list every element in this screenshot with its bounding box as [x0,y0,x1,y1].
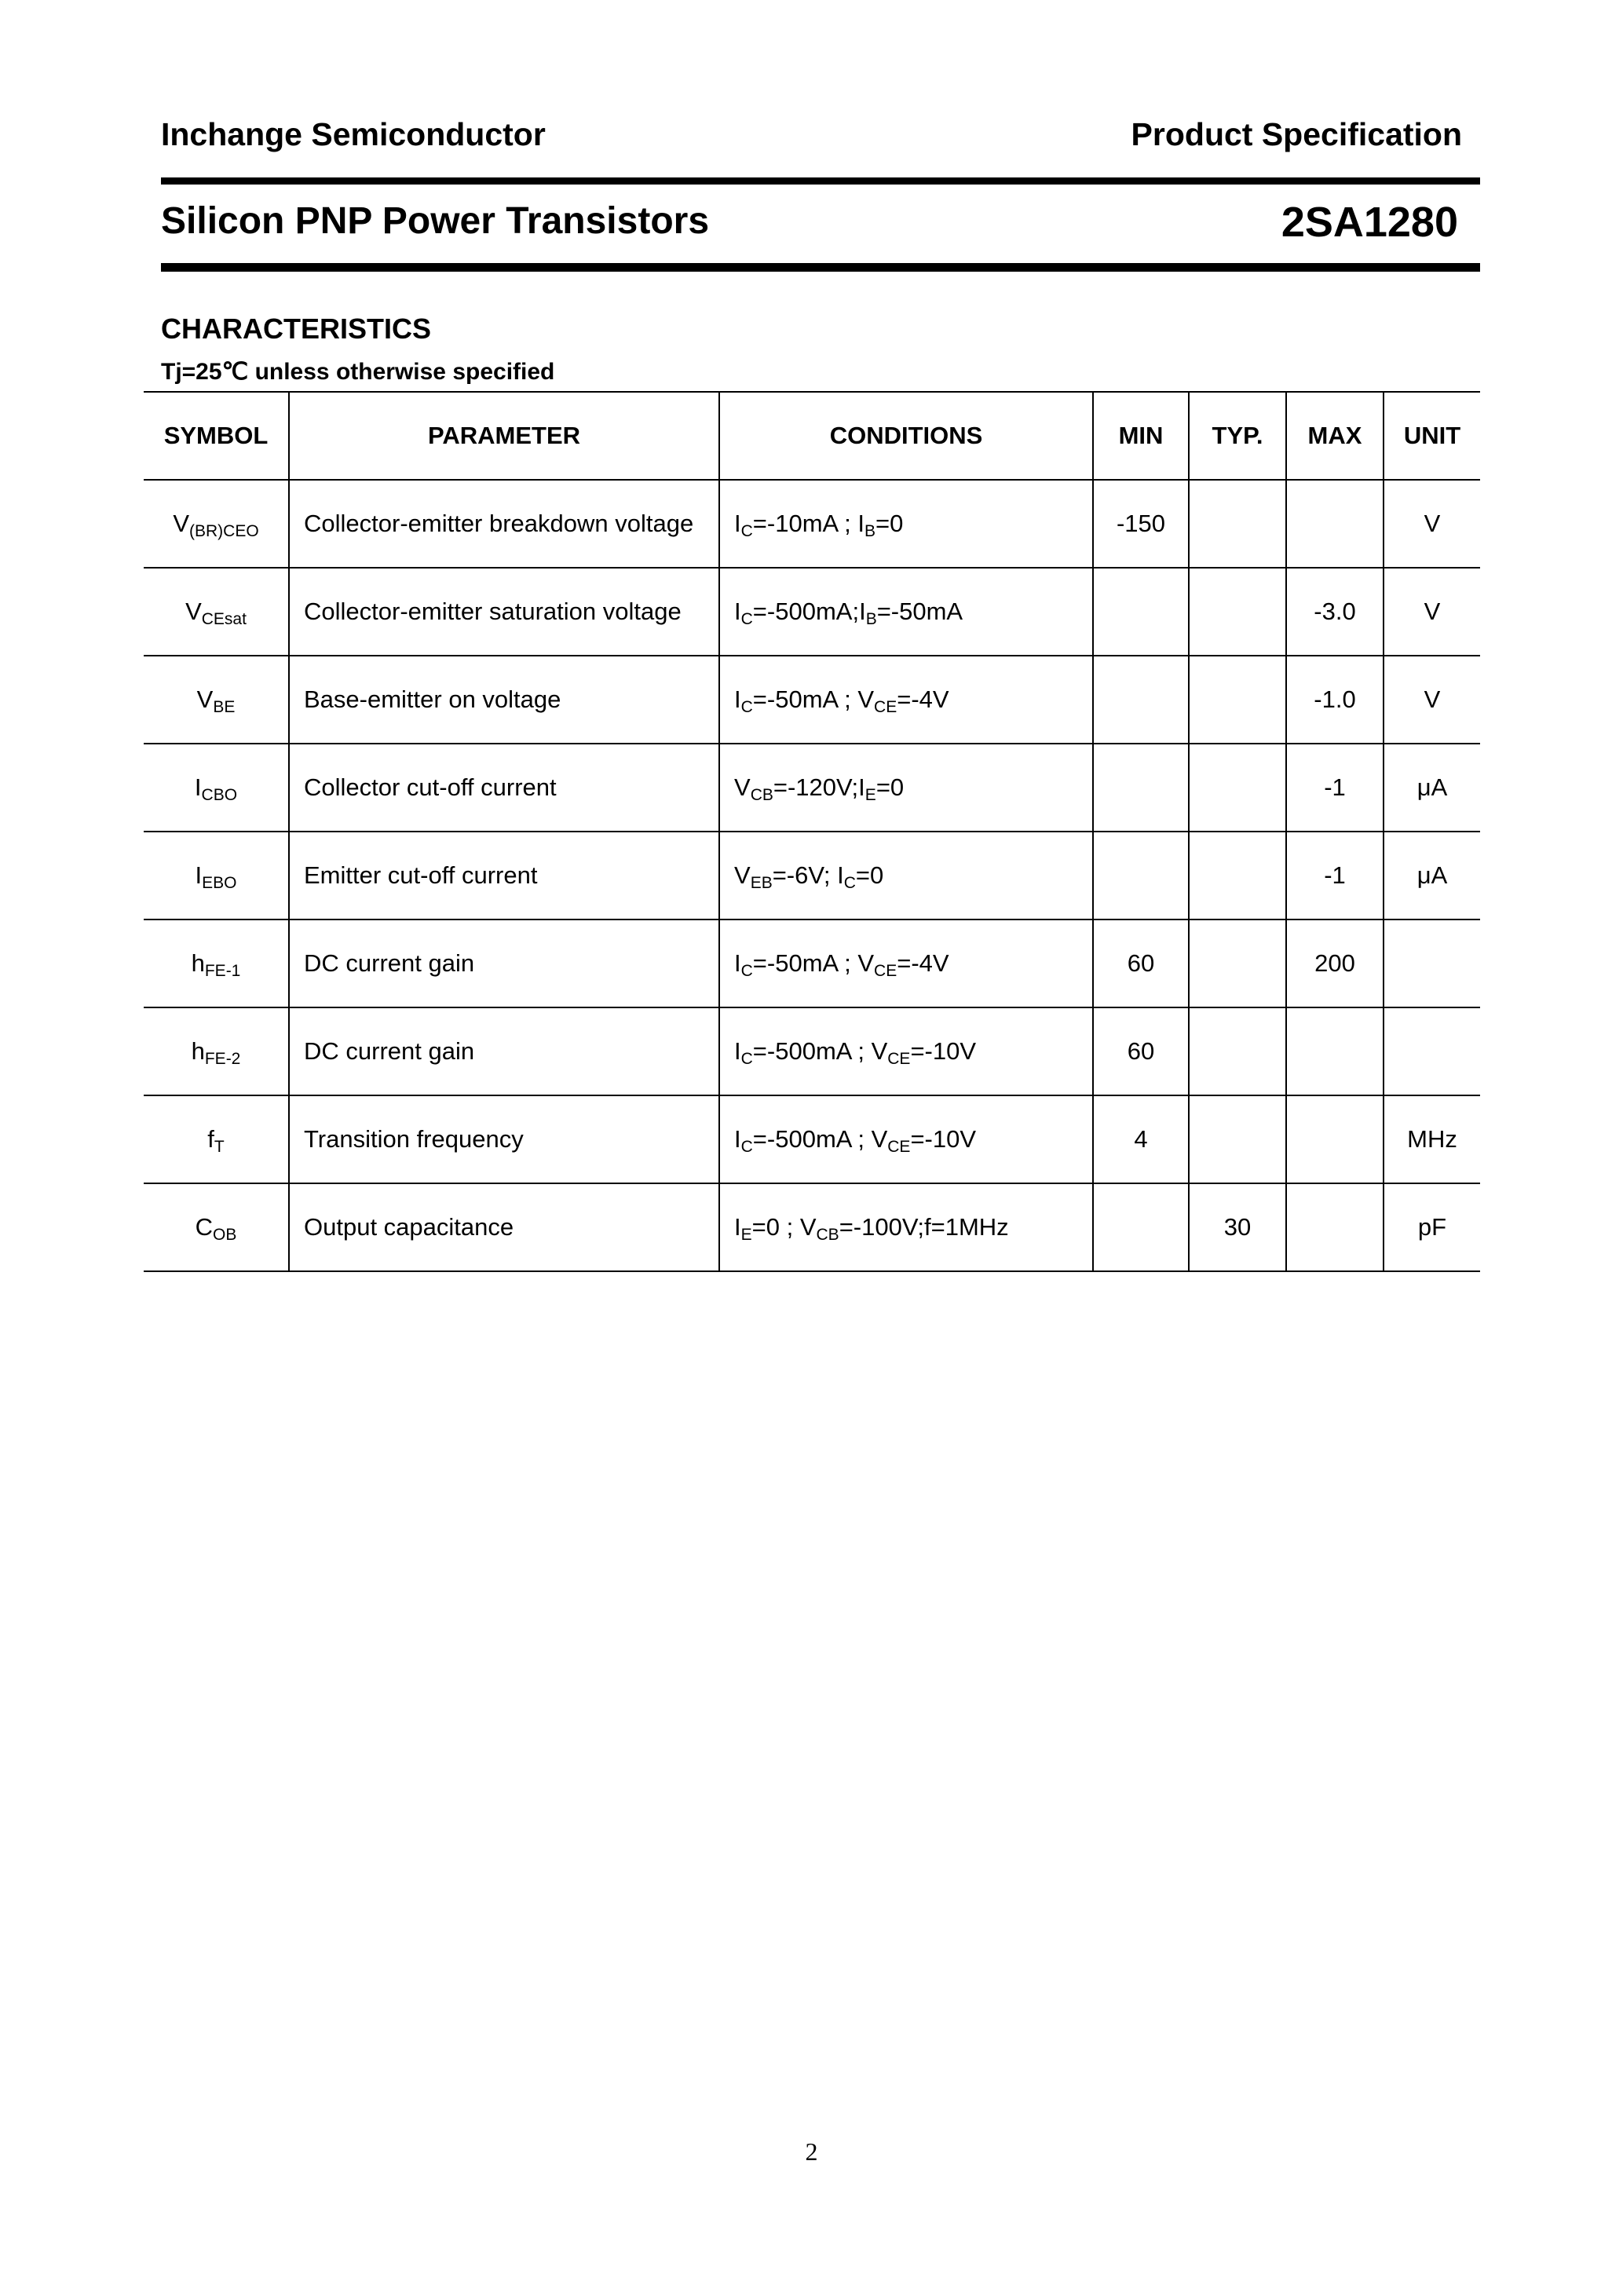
condition-value: =-4V [897,949,949,977]
typ-cell [1189,568,1286,656]
header-rule-top [161,177,1480,185]
unit-cell: pF [1384,1183,1480,1271]
conditions-cell [719,1007,1093,1095]
condition-subscript: E [865,786,876,804]
conditions-cell [719,568,1093,656]
max-cell: -1 [1286,832,1384,919]
condition-subscript: C [740,962,753,980]
max-cell: -1.0 [1286,656,1384,744]
min-cell: 60 [1093,919,1189,1007]
typ-cell [1189,744,1286,832]
document-type: Product Specification [1131,116,1462,152]
table-row [144,1183,1480,1271]
condition-var: I [734,598,741,625]
typ-cell [1189,919,1286,1007]
symbol-subscript: BE [213,698,236,716]
document-title: Silicon PNP Power Transistors [161,200,710,242]
table-row [144,480,1480,568]
condition-var: I [734,510,741,537]
max-cell: -3.0 [1286,568,1384,656]
symbol-main: V [185,598,202,625]
condition-value: =-50mA ; [752,686,858,713]
symbol-cell [144,480,289,568]
condition-subscript: CE [887,1138,911,1156]
symbol-subscript: CEsat [201,610,247,628]
symbol-cell [144,744,289,832]
header-symbol: SYMBOL [144,392,289,480]
condition-subscript: C [740,698,753,716]
condition-subscript: CB [750,786,773,804]
page-number: 2 [805,2137,818,2166]
condition-value: =0 [855,861,884,889]
parameter-cell: Collector-emitter breakdown voltage [289,480,719,568]
condition-var: V [871,1037,888,1065]
condition-value: =-100V;f=1MHz [839,1213,1009,1241]
min-cell [1093,656,1189,744]
table-row [144,744,1480,832]
conditions-cell [719,480,1093,568]
symbol-main: V [173,510,189,537]
condition-value: =0 ; [751,1213,800,1241]
header-max: MAX [1286,392,1384,480]
condition-var: V [871,1125,888,1153]
conditions-cell [719,832,1093,919]
symbol-subscript: T [214,1138,225,1156]
symbol-main: f [207,1125,214,1153]
conditions-cell [719,1095,1093,1183]
symbol-main: V [196,686,214,713]
symbol-main: I [194,773,202,801]
min-cell: -150 [1093,480,1189,568]
condition-value: =-120V; [773,773,859,801]
parameter-cell: Collector-emitter saturation voltage [289,568,719,656]
condition-var: I [859,598,866,625]
company-name: Inchange Semiconductor [161,116,546,152]
condition-var: V [799,1213,817,1241]
symbol-cell [144,568,289,656]
condition-var: I [734,1213,741,1241]
condition-subscript: B [865,610,877,628]
max-cell [1286,1007,1384,1095]
table-row [144,832,1480,919]
condition-subscript: CE [874,698,897,716]
typ-cell: 30 [1189,1183,1286,1271]
unit-cell: MHz [1384,1095,1480,1183]
condition-var: V [857,949,875,977]
min-cell [1093,568,1189,656]
min-cell [1093,1183,1189,1271]
unit-cell [1384,1007,1480,1095]
condition-value: =-10mA ; [752,510,858,537]
max-cell: 200 [1286,919,1384,1007]
conditions-cell [719,744,1093,832]
unit-cell: V [1384,480,1480,568]
symbol-subscript: EBO [202,874,237,892]
unit-cell: μA [1384,832,1480,919]
condition-var: I [734,949,741,977]
condition-var: V [734,861,751,889]
unit-cell: V [1384,656,1480,744]
unit-cell: μA [1384,744,1480,832]
header-rule-bottom [161,263,1480,272]
condition-value: =-50mA ; [752,949,858,977]
section-heading: CHARACTERISTICS [161,313,432,345]
typ-cell [1189,1007,1286,1095]
typ-cell [1189,480,1286,568]
condition-value: =0 [875,773,905,801]
symbol-main: C [195,1213,214,1241]
condition-subscript: C [740,1138,753,1156]
table-row [144,1007,1480,1095]
symbol-main: h [191,949,205,977]
max-cell [1286,1183,1384,1271]
condition-subscript: C [740,522,753,540]
condition-value: =-50mA [876,598,963,625]
condition-subscript: C [740,1050,753,1068]
table-row [144,919,1480,1007]
condition-var: V [734,773,751,801]
symbol-subscript: FE-2 [204,1050,241,1068]
parameter-cell: Emitter cut-off current [289,832,719,919]
unit-cell: V [1384,568,1480,656]
min-cell [1093,832,1189,919]
unit-cell [1384,919,1480,1007]
symbol-cell [144,1183,289,1271]
condition-var: V [857,686,875,713]
conditions-cell [719,656,1093,744]
parameter-cell: Collector cut-off current [289,744,719,832]
condition-value: =-500mA; [752,598,860,625]
parameter-cell: DC current gain [289,1007,719,1095]
table-row [144,656,1480,744]
symbol-subscript: FE-1 [204,962,241,980]
condition-subscript: CE [874,962,897,980]
part-number: 2SA1280 [1281,199,1458,246]
header-parameter: PARAMETER [289,392,719,480]
max-cell [1286,480,1384,568]
characteristics-table [144,391,1480,1272]
parameter-cell: DC current gain [289,919,719,1007]
condition-value: =-4V [897,686,949,713]
condition-var: I [734,686,741,713]
header-typ: TYP. [1189,392,1286,480]
condition-subscript: C [843,874,856,892]
condition-subscript: CE [887,1050,911,1068]
symbol-subscript: (BR)CEO [189,522,259,540]
condition-subscript: CB [816,1226,839,1244]
conditions-cell [719,1183,1093,1271]
symbol-subscript: OB [213,1226,237,1244]
symbol-cell [144,1007,289,1095]
condition-subscript: C [740,610,753,628]
symbol-cell [144,832,289,919]
symbol-main: I [195,861,203,889]
parameter-cell: Output capacitance [289,1183,719,1271]
symbol-cell [144,656,289,744]
min-cell [1093,744,1189,832]
condition-var: I [857,510,865,537]
max-cell [1286,1095,1384,1183]
symbol-cell [144,1095,289,1183]
parameter-cell: Transition frequency [289,1095,719,1183]
condition-subscript: EB [750,874,773,892]
condition-var: I [858,773,865,801]
symbol-main: h [191,1037,205,1065]
condition-var: I [734,1125,741,1153]
conditions-cell [719,919,1093,1007]
condition-var: I [837,861,844,889]
parameter-cell: Base-emitter on voltage [289,656,719,744]
condition-value: =-10V [910,1037,977,1065]
symbol-subscript: CBO [201,786,238,804]
condition-subscript: E [740,1226,752,1244]
symbol-cell [144,919,289,1007]
min-cell: 60 [1093,1007,1189,1095]
condition-value: =0 [875,510,904,537]
header-unit: UNIT [1384,392,1480,480]
condition-var: I [734,1037,741,1065]
typ-cell [1189,832,1286,919]
test-condition-note: Tj=25℃ unless otherwise specified [161,359,555,385]
condition-subscript: B [864,522,875,540]
table-row [144,1095,1480,1183]
max-cell: -1 [1286,744,1384,832]
condition-value: =-10V [910,1125,977,1153]
header-conditions: CONDITIONS [719,392,1093,480]
condition-value: =-6V; [772,861,838,889]
min-cell: 4 [1093,1095,1189,1183]
condition-value: =-500mA ; [752,1125,872,1153]
condition-value: =-500mA ; [752,1037,872,1065]
typ-cell [1189,1095,1286,1183]
table-row [144,568,1480,656]
header-min: MIN [1093,392,1189,480]
table-header-row [144,392,1480,480]
typ-cell [1189,656,1286,744]
